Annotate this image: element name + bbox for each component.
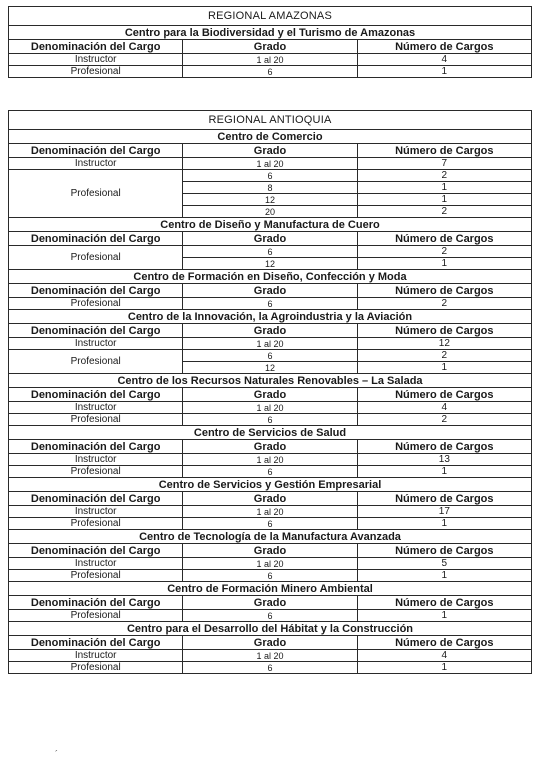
centro-title: Centro de Tecnología de la Manufactura Avanzada [9,530,532,544]
col-header-numero: Número de Cargos [357,232,531,246]
table-row [9,66,532,78]
col-header-grado: Grado [183,232,357,246]
column-header-row [9,492,532,506]
cargo-cell: Profesional [9,610,183,622]
table-row [9,650,532,662]
grado-cell: 6 [183,610,357,622]
cargo-cell: Profesional [9,298,183,310]
numero-cell: 1 [357,610,531,622]
column-header-row [9,636,532,650]
grado-cell: 1 al 20 [183,158,357,170]
numero-cell: 2 [357,206,531,218]
column-header-row [9,144,532,158]
col-header-grado: Grado [183,596,357,610]
cargo-cell: Profesional [9,414,183,426]
grado-cell: 6 [183,466,357,478]
grado-cell: 1 al 20 [183,650,357,662]
numero-cell: 2 [357,414,531,426]
cargo-cell: Instructor [9,558,183,570]
grado-cell: 12 [183,194,357,206]
table-row [9,558,532,570]
col-header-cargo: Denominación del Cargo [9,544,183,558]
numero-cell: 4 [357,402,531,414]
grado-cell: 12 [183,258,357,270]
regional-antioquia-table [8,110,532,674]
cargo-cell: Instructor [9,650,183,662]
cargo-cell: Profesional [9,66,183,78]
cargo-cell: Profesional [9,350,183,374]
column-header-row [9,284,532,298]
col-header-grado: Grado [183,284,357,298]
col-header-cargo: Denominación del Cargo [9,232,183,246]
col-header-numero: Número de Cargos [357,324,531,338]
table-row [9,402,532,414]
col-header-numero: Número de Cargos [357,144,531,158]
cargo-cell: Profesional [9,570,183,582]
grado-cell: 1 al 20 [183,338,357,350]
column-header-row [9,596,532,610]
col-header-grado: Grado [183,388,357,402]
numero-cell: 2 [357,246,531,258]
table-row [9,506,532,518]
centro-title: Centro de Servicios y Gestión Empresarial [9,478,532,492]
numero-cell: 13 [357,454,531,466]
cargo-cell: Instructor [9,338,183,350]
numero-cell: 4 [357,650,531,662]
col-header-numero: Número de Cargos [357,388,531,402]
grado-cell: 6 [183,570,357,582]
cargo-cell: Instructor [9,454,183,466]
centro-title: Centro para la Biodiversidad y el Turismo de Amazonas [9,26,532,40]
table-row [9,170,532,182]
cargo-cell: Profesional [9,662,183,674]
col-header-numero: Número de Cargos [357,636,531,650]
numero-cell: 2 [357,350,531,362]
col-header-cargo: Denominación del Cargo [9,40,183,54]
table-row [9,338,532,350]
table-row [9,662,532,674]
grado-cell: 1 al 20 [183,558,357,570]
centro-title: Centro para el Desarrollo del Hábitat y la Construcción [9,622,532,636]
grado-cell: 6 [183,66,357,78]
numero-cell: 1 [357,182,531,194]
table-row [9,246,532,258]
centro-title: Centro de Diseño y Manufactura de Cuero [9,218,532,232]
grado-cell: 20 [183,206,357,218]
cargo-cell: Instructor [9,158,183,170]
col-header-cargo: Denominación del Cargo [9,596,183,610]
column-header-row [9,544,532,558]
grado-cell: 8 [183,182,357,194]
grado-cell: 6 [183,518,357,530]
table-row [9,610,532,622]
table-row [9,570,532,582]
cargo-cell: Instructor [9,54,183,66]
cargo-cell: Instructor [9,506,183,518]
cargo-cell: Profesional [9,170,183,218]
numero-cell: 1 [357,570,531,582]
numero-cell: 1 [357,194,531,206]
col-header-grado: Grado [183,324,357,338]
col-header-numero: Número de Cargos [357,544,531,558]
cargo-cell: Profesional [9,518,183,530]
numero-cell: 2 [357,170,531,182]
regional-title: REGIONAL AMAZONAS [9,7,532,26]
grado-cell: 6 [183,662,357,674]
numero-cell: 1 [357,258,531,270]
centro-title: Centro de Comercio [9,130,532,144]
table-row [9,298,532,310]
col-header-cargo: Denominación del Cargo [9,388,183,402]
table-row [9,466,532,478]
numero-cell: 1 [357,662,531,674]
numero-cell: 1 [357,518,531,530]
grado-cell: 1 al 20 [183,402,357,414]
col-header-numero: Número de Cargos [357,596,531,610]
grado-cell: 6 [183,350,357,362]
column-header-row [9,40,532,54]
centro-title: Centro de Formación Minero Ambiental [9,582,532,596]
cargo-cell: Profesional [9,246,183,270]
table-row [9,414,532,426]
col-header-grado: Grado [183,636,357,650]
column-header-row [9,388,532,402]
centro-title: Centro de Formación en Diseño, Confección y Moda [9,270,532,284]
col-header-cargo: Denominación del Cargo [9,144,183,158]
cargo-cell: Instructor [9,402,183,414]
footer-mark: ´ [55,749,58,759]
regional-title: REGIONAL ANTIOQUIA [9,111,532,130]
col-header-grado: Grado [183,544,357,558]
numero-cell: 17 [357,506,531,518]
col-header-cargo: Denominación del Cargo [9,492,183,506]
col-header-cargo: Denominación del Cargo [9,440,183,454]
numero-cell: 5 [357,558,531,570]
grado-cell: 6 [183,414,357,426]
centro-title: Centro de los Recursos Naturales Renovables – La Salada [9,374,532,388]
numero-cell: 7 [357,158,531,170]
grado-cell: 1 al 20 [183,54,357,66]
numero-cell: 1 [357,362,531,374]
col-header-grado: Grado [183,144,357,158]
grado-cell: 6 [183,170,357,182]
centro-title: Centro de la Innovación, la Agroindustria y la Aviación [9,310,532,324]
col-header-numero: Número de Cargos [357,440,531,454]
grado-cell: 1 al 20 [183,454,357,466]
col-header-grado: Grado [183,40,357,54]
table-row [9,518,532,530]
col-header-grado: Grado [183,492,357,506]
centro-title: Centro de Servicios de Salud [9,426,532,440]
col-header-cargo: Denominación del Cargo [9,284,183,298]
col-header-grado: Grado [183,440,357,454]
numero-cell: 12 [357,338,531,350]
cargo-cell: Profesional [9,466,183,478]
column-header-row [9,440,532,454]
col-header-numero: Número de Cargos [357,492,531,506]
col-header-numero: Número de Cargos [357,284,531,298]
regional-amazonas-table [8,6,532,78]
table-row [9,454,532,466]
col-header-numero: Número de Cargos [357,40,531,54]
col-header-cargo: Denominación del Cargo [9,324,183,338]
table-row [9,54,532,66]
numero-cell: 2 [357,298,531,310]
table-row [9,350,532,362]
numero-cell: 1 [357,466,531,478]
grado-cell: 6 [183,246,357,258]
column-header-row [9,324,532,338]
column-header-row [9,232,532,246]
grado-cell: 1 al 20 [183,506,357,518]
numero-cell: 4 [357,54,531,66]
col-header-cargo: Denominación del Cargo [9,636,183,650]
table-row [9,158,532,170]
numero-cell: 1 [357,66,531,78]
grado-cell: 12 [183,362,357,374]
grado-cell: 6 [183,298,357,310]
